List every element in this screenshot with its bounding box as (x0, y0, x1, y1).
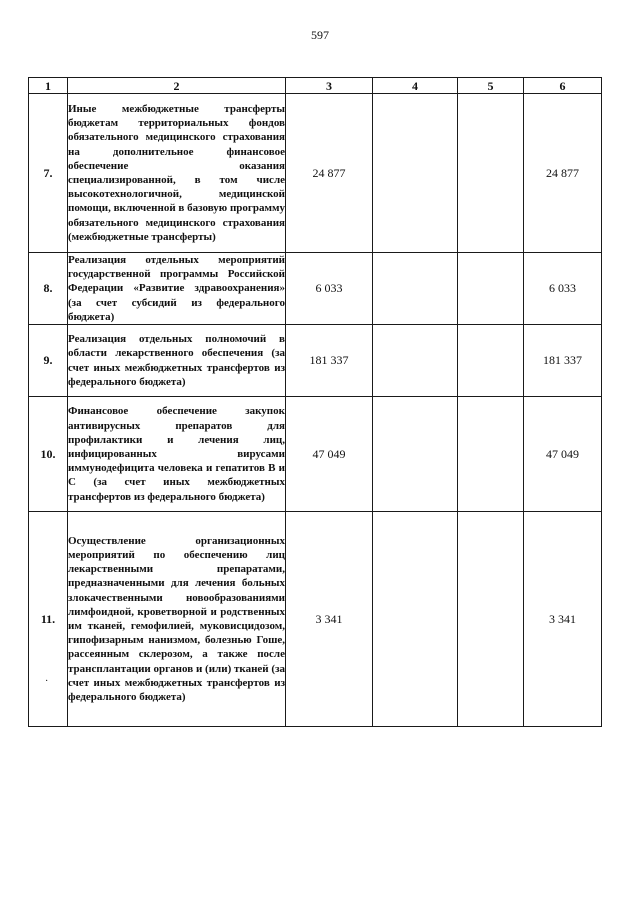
table-row (29, 253, 602, 325)
row-value-col4 (373, 325, 458, 397)
row-number: 11. (29, 512, 68, 727)
page-number: 597 (311, 28, 329, 42)
row-value-col5 (458, 94, 524, 253)
row-description: Финансовое обеспечение закупок антивирусных препаратов для профилактики и лечения лиц, инфицированных вирусами иммунодефицита человека и гепатитов В и С (за счет иных межбюджетных трансфертов из федерального бюджета) (68, 397, 286, 512)
row-value-col4 (373, 253, 458, 325)
column-header-2: 2 (68, 78, 286, 94)
table-row (29, 94, 602, 253)
row-number: 7. (29, 94, 68, 253)
row-value-col6: 6 033 (524, 253, 602, 325)
row-description: Иные межбюджетные трансферты бюджетам территориальных фондов обязательного медицинского страхования на дополнительное финансовое обеспечение оказания специализированной, в том числе высокотехнологичной, медицинской помощи, включенной в базовую программу обязательного медицинского страхования (межбюджетные трансферты) (68, 94, 286, 253)
column-header-6: 6 (524, 78, 602, 94)
row-value-col5 (458, 512, 524, 727)
row-value-col4 (373, 397, 458, 512)
row-number: 8. (29, 253, 68, 325)
row-value-col6: 181 337 (524, 325, 602, 397)
table-row (29, 512, 602, 727)
row-value-col6: 24 877 (524, 94, 602, 253)
row-value-col5 (458, 397, 524, 512)
row-description: Реализация отдельных мероприятий государственной программы Российской Федерации «Развитие здравоохранения» (за счет субсидий из федерального бюджета) (68, 254, 285, 323)
row-value-col5 (458, 325, 524, 397)
row-value-col3: 3 341 (286, 512, 373, 727)
column-header-3: 3 (286, 78, 373, 94)
row-value-col3: 6 033 (286, 253, 373, 325)
row-value-col3: 24 877 (286, 94, 373, 253)
row-value-col4 (373, 512, 458, 727)
column-header-4: 4 (373, 78, 458, 94)
column-header-1: 1 (29, 78, 68, 94)
row-value-col4 (373, 94, 458, 253)
table-row (29, 397, 602, 512)
row-number: 10. (29, 397, 68, 512)
budget-table (28, 77, 602, 727)
row-number: 9. (29, 325, 68, 397)
row-value-col5 (458, 253, 524, 325)
row-description: Осуществление организационных мероприятий по обеспечению лиц лекарственными препаратами, предназначенными для лечения больных злокачественными новообразованиями лимфоидной, кроветворной и родственных им тканей, гемофилией, муковисцидозом, гипофизарным нанизмом, болезнью Гоше, рассеянным склерозом, а также после трансплантации органов и (или) тканей (за счет иных межбюджетных трансфертов из федерального бюджета) (68, 512, 286, 727)
scan-speck: · (45, 676, 49, 687)
row-value-col6: 47 049 (524, 397, 602, 512)
row-description: Реализация отдельных полномочий в области лекарственного обеспечения (за счет иных межбюджетных трансфертов из федерального бюджета) (68, 325, 286, 397)
table-header-row (29, 78, 602, 94)
table-row (29, 325, 602, 397)
column-header-5: 5 (458, 78, 524, 94)
row-value-col3: 181 337 (286, 325, 373, 397)
row-value-col3: 47 049 (286, 397, 373, 512)
row-value-col6: 3 341 (524, 512, 602, 727)
